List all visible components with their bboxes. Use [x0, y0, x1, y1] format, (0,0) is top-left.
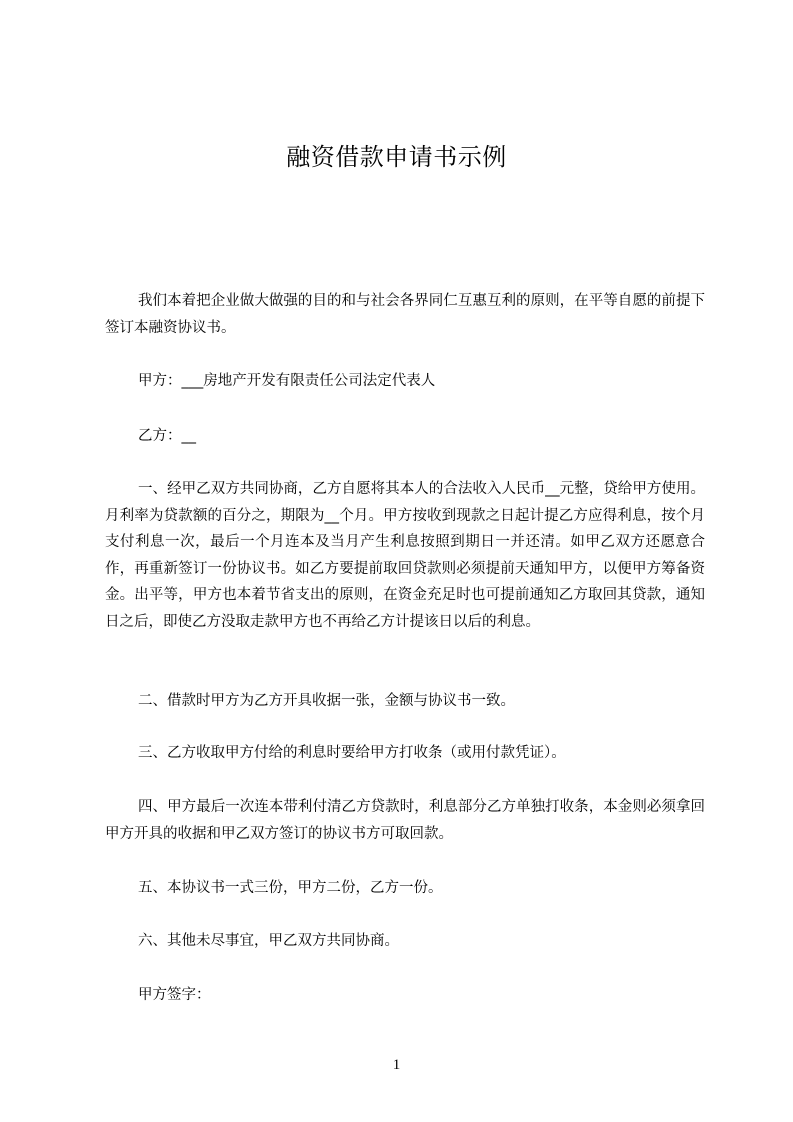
paragraph-party-b: 乙方：__ — [138, 428, 196, 444]
paragraph-clause-4: 四、甲方最后一次连本带利付清乙方贷款时，利息部分乙方单独打收条，本金则必须拿回甲方开具的收据和甲乙双方签订的协议书方可取回款。 — [105, 799, 705, 842]
paragraph-clause-2: 二、借款时甲方为乙方开具收据一张，金额与协议书一致。 — [138, 693, 515, 709]
page-number: 1 — [392, 1057, 401, 1073]
paragraph-intro: 我们本着把企业做大做强的目的和与社会各界同仁互惠互利的原则，在平等自愿的前提下签订本融资协议书。 — [105, 293, 705, 336]
paragraph-clause-3: 三、乙方收取甲方付给的利息时要给甲方打收条（或用付款凭证）。 — [138, 745, 566, 761]
paragraph-clause-5: 五、本协议书一式三份，甲方二份，乙方一份。 — [138, 880, 443, 896]
paragraph-clause-6: 六、其他未尽事宜，甲乙双方共同协商。 — [138, 933, 399, 949]
document-title: 融资借款申请书示例 — [286, 143, 507, 171]
paragraph-party-a: 甲方：___房地产开发有限责任公司法定代表人 — [138, 373, 436, 389]
paragraph-signature-a: 甲方签字： — [138, 987, 211, 1003]
paragraph-clause-1: 一、经甲乙双方共同协商，乙方自愿将其本人的合法收入人民币__元整，贷给甲方使用。月利率为贷款额的百分之，期限为__个月。甲方按收到现款之日起计提乙方应得利息，按个月支付利息一次，最后一个月连本及当月产生利息按照到期日一并还清。如甲乙双方还愿意合作，再重新签订一份协议书。如乙方要提前取回贷款则必须提前天通知甲方，以便甲方筹备资金。出平等，甲方也本着节省支出的原则，在资金充足时也可提前通知乙方取回其贷款，通知日之后，即使乙方没取走款甲方也不再给乙方计提该日以后的利息。 — [105, 481, 705, 630]
